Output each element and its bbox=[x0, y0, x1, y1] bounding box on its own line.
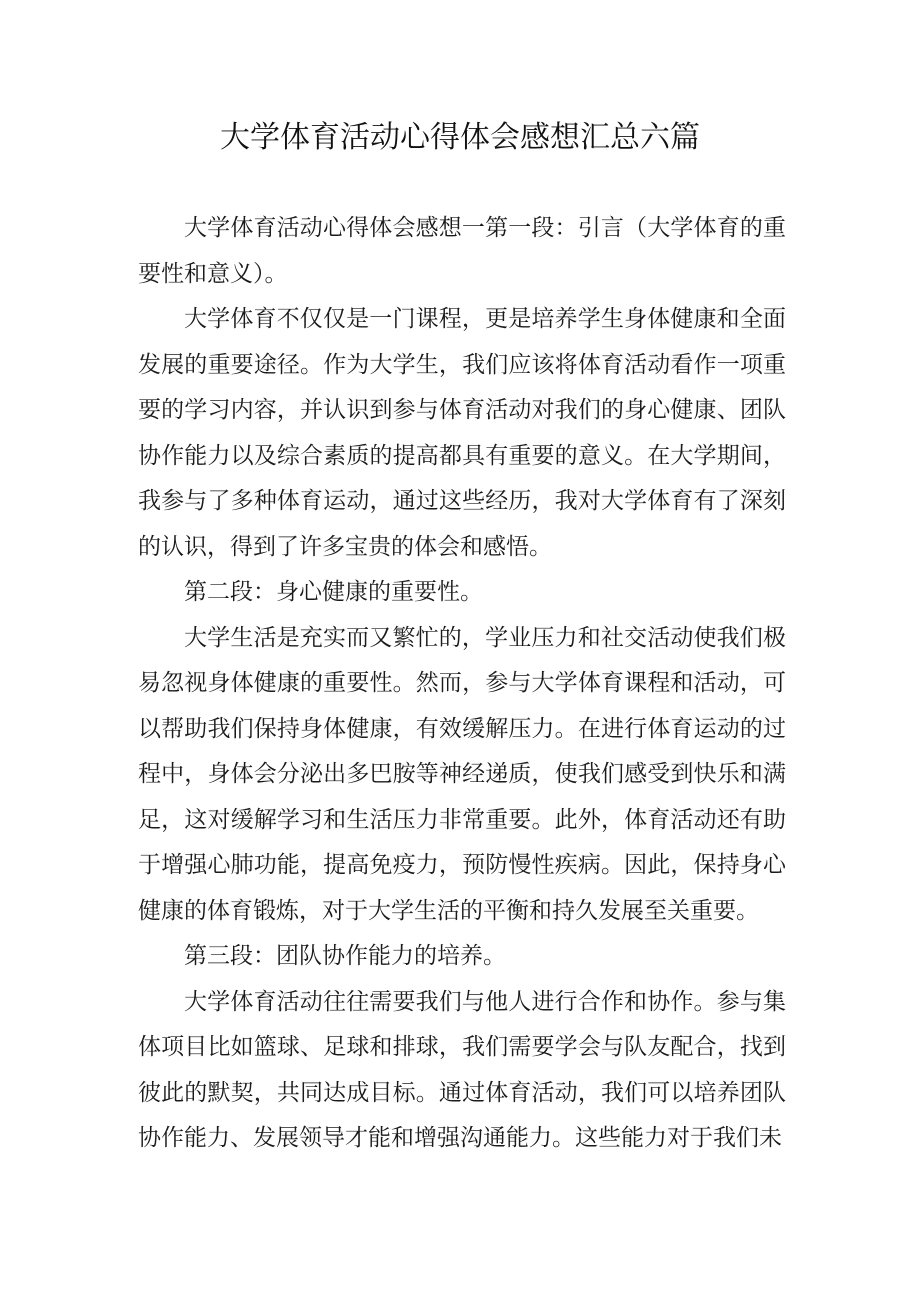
paragraph-intro-body: 大学体育不仅仅是一门课程，更是培养学生身体健康和全面发展的重要途径。作为大学生，我们应该将体育活动看作一项重要的学习内容，并认识到参与体育活动对我们的身心健康、团队协作能力以及综合素质的提高都具有重要的意义。在大学期间，我参与了多种体育运动，通过这些经历，我对大学体育有了深刻的认识，得到了许多宝贵的体会和感悟。 bbox=[138, 306, 786, 560]
paragraph-section-2-body: 大学生活是充实而又繁忙的，学业压力和社交活动使我们极易忽视身体健康的重要性。然而，参与大学体育课程和活动，可以帮助我们保持身体健康，有效缓解压力。在进行体育运动的过程中，身体会分泌出多巴胺等神经递质，使我们感受到快乐和满足，这对缓解学习和生活压力非常重要。此外，体育活动还有助于增强心肺功能，提高免疫力，预防慢性疾病。因此，保持身心健康的体育锻炼，对于大学生活的平衡和持久发展至关重要。 bbox=[138, 624, 786, 924]
document-body bbox=[138, 206, 786, 1162]
paragraph-section-2-heading: 第二段：身心健康的重要性。 bbox=[184, 579, 483, 605]
paragraph-section-3-heading: 第三段：团队协作能力的培养。 bbox=[184, 943, 506, 969]
paragraph-section-3-body: 大学体育活动往往需要我们与他人进行合作和协作。参与集体项目比如篮球、足球和排球，我们需要学会与队友配合，找到彼此的默契，共同达成目标。通过体育活动，我们可以培养团队协作能力、发展领导才能和增强沟通能力。这些能力对于我们未 bbox=[138, 988, 786, 1151]
paragraph-intro-heading: 大学体育活动心得体会感想一第一段：引言（大学体育的重要性和意义）。 bbox=[138, 215, 786, 287]
document-title: 大学体育活动心得体会感想汇总六篇 bbox=[220, 120, 700, 155]
